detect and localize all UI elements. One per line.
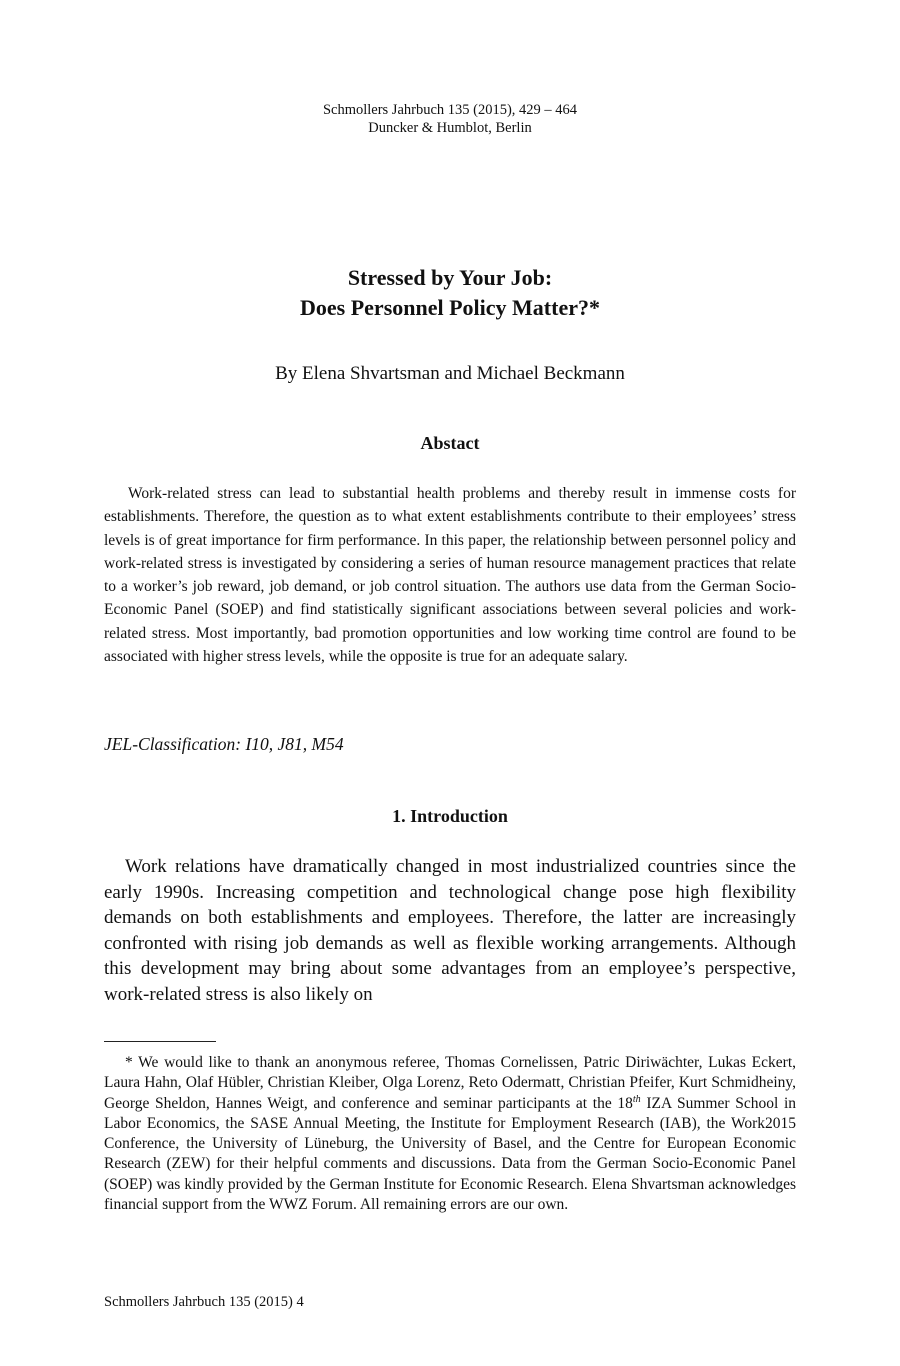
title-line-1: Stressed by Your Job: — [347, 265, 553, 290]
introduction-text: Work relations have dramatically changed in most industrialized countries since the early 1990s. Increasing competition and technological change pose high flexibility demands on both establishments and employees. Therefore, the latter are increasingly confronted with rising job demands as well as flexible working arrangements. Although this development may bring about some advantages from an employee’s perspective, work-related stress is also likely on — [104, 856, 796, 1005]
footnote-text-part1: * We would like to thank an anonymous referee, Thomas Cornelissen, Patric Diriwächter, Lukas Eckert, Laura Hahn, Olaf Hübler, Christian Kleiber, Olga Lorenz, Reto Odermatt, Christian Pfeifer, Kurt Schmidheiny, George Sheldon, Hannes Weigt, and conference and seminar participants at the 18 — [104, 1054, 796, 1112]
journal-header — [0, 101, 900, 137]
footnote-text-part2: IZA Summer School in Labor Economics, the SASE Annual Meeting, the Institute for Employment Research (IAB), the Work2015 Conference, the University of Lüneburg, the University of Basel, and the Centre for European Economic Research (ZEW) for their helpful comments and discussions. Data from the German Socio-Economic Panel (SOEP) was kindly provided by the German Institute for Economic Research. Elena Shvartsman acknowledges financial support from the WWZ Forum. All remaining errors are our own. — [104, 1094, 797, 1214]
page-footer: Schmollers Jahrbuch 135 (2015) 4 — [104, 1294, 304, 1310]
section-heading-introduction: 1. Introduction — [392, 806, 508, 826]
footnote — [104, 1053, 796, 1215]
article-authors: By Elena Shvartsman and Michael Beckmann — [275, 363, 625, 384]
title-line-2: Does Personnel Policy Matter?* — [300, 295, 600, 320]
abstract-heading: Abstact — [420, 433, 480, 453]
journal-citation: Schmollers Jahrbuch 135 (2015), 429 – 464 — [322, 102, 578, 118]
footnote-separator — [104, 1041, 216, 1042]
jel-classification: JEL-Classification: I10, J81, M54 — [104, 734, 344, 754]
abstract-text: Work-related stress can lead to substantial health problems and thereby result in immense costs for establishments. Therefore, the question as to what extent establishments contribute to their employees’ stress levels is of great importance for firm performance. In this paper, the relationship between personnel policy and work-related stress is investigated by considering a series of human resource management practices that relate to a worker’s job reward, job demand, or job control situation. The authors use data from the German Socio-Economic Panel (SOEP) and find statistically significant associations between several policies and work-related stress. Most importantly, bad promotion opportunities and low working time control are found to be associated with higher stress levels, while the opposite is true for an adequate salary. — [104, 485, 796, 666]
publisher-line: Duncker & Humblot, Berlin — [368, 120, 532, 136]
article-title — [0, 263, 900, 323]
footnote-superscript: th — [632, 1093, 641, 1105]
